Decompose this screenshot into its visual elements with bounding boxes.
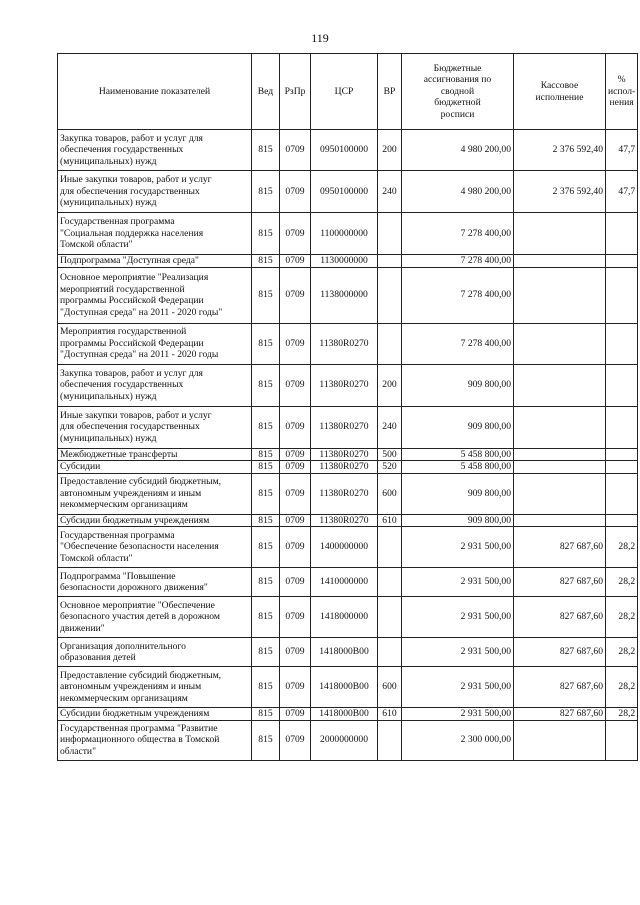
row-ved: 815: [252, 323, 280, 364]
row-name: Подпрограмма "Доступная среда": [58, 255, 252, 268]
row-ved: 815: [252, 130, 280, 171]
row-vr: [378, 267, 402, 323]
row-pct: 47,7: [606, 130, 638, 171]
row-name: Закупка товаров, работ и услуг для обеспечения государственных (муниципальных) нужд: [58, 130, 252, 171]
table-row: [58, 597, 638, 638]
row-vr: 240: [378, 406, 402, 448]
row-budget: 2 931 500,00: [402, 527, 514, 568]
row-csr: 1418000B00: [311, 667, 378, 708]
header-name: Наименование показателей: [58, 54, 252, 130]
row-csr: 1418000B00: [311, 708, 378, 721]
row-name: Предоставление субсидий бюджетным, автономным учреждениям и иным некоммерческим организациям: [58, 473, 252, 514]
row-cash: 827 687,60: [514, 568, 606, 597]
row-csr: 11380R0270: [311, 364, 378, 406]
row-name: Государственная программа "Обеспечение безопасности населения Томской области": [58, 527, 252, 568]
row-cash: [514, 406, 606, 448]
table-row: [58, 473, 638, 514]
row-pct: 28,2: [606, 667, 638, 708]
row-ved: 815: [252, 255, 280, 268]
row-pct: [606, 514, 638, 527]
row-rzpr: 0709: [280, 527, 311, 568]
row-vr: 600: [378, 667, 402, 708]
row-budget: 2 931 500,00: [402, 568, 514, 597]
table-row: [58, 708, 638, 721]
row-rzpr: 0709: [280, 638, 311, 667]
row-name: Закупка товаров, работ и услуг для обеспечения государственных (муниципальных) нужд: [58, 364, 252, 406]
row-cash: [514, 448, 606, 461]
row-ved: 815: [252, 638, 280, 667]
row-csr: 1410000000: [311, 568, 378, 597]
row-vr: [378, 255, 402, 268]
row-ved: 815: [252, 171, 280, 213]
row-rzpr: 0709: [280, 720, 311, 760]
row-cash: [514, 267, 606, 323]
row-ved: 815: [252, 568, 280, 597]
row-rzpr: 0709: [280, 364, 311, 406]
row-pct: [606, 461, 638, 474]
row-budget: 909 800,00: [402, 473, 514, 514]
row-ved: 815: [252, 527, 280, 568]
row-cash: 2 376 592,40: [514, 130, 606, 171]
row-csr: 11380R0270: [311, 514, 378, 527]
row-pct: 28,2: [606, 638, 638, 667]
row-cash: 827 687,60: [514, 708, 606, 721]
row-vr: 500: [378, 448, 402, 461]
row-cash: 827 687,60: [514, 527, 606, 568]
row-name: Мероприятия государственной программы Российской Федерации "Доступная среда" на 2011 - 2020 годы: [58, 323, 252, 364]
row-ved: 815: [252, 708, 280, 721]
row-name: Субсидии бюджетным учреждениям: [58, 514, 252, 527]
row-cash: [514, 213, 606, 255]
row-vr: [378, 720, 402, 760]
row-pct: 28,2: [606, 527, 638, 568]
row-pct: [606, 473, 638, 514]
row-rzpr: 0709: [280, 255, 311, 268]
row-csr: 2000000000: [311, 720, 378, 760]
table-row: [58, 568, 638, 597]
row-vr: 520: [378, 461, 402, 474]
row-cash: [514, 514, 606, 527]
row-budget: 2 300 000,00: [402, 720, 514, 760]
header-csr: ЦСР: [311, 54, 378, 130]
row-name: Иные закупки товаров, работ и услуг для обеспечения государственных (муниципальных) нужд: [58, 171, 252, 213]
table-row: [58, 406, 638, 448]
row-csr: 1130000000: [311, 255, 378, 268]
row-csr: 0950100000: [311, 130, 378, 171]
row-csr: 0950100000: [311, 171, 378, 213]
row-cash: [514, 364, 606, 406]
row-vr: 200: [378, 364, 402, 406]
row-csr: 1100000000: [311, 213, 378, 255]
row-rzpr: 0709: [280, 130, 311, 171]
row-budget: 7 278 400,00: [402, 267, 514, 323]
table-row: [58, 171, 638, 213]
row-pct: [606, 720, 638, 760]
header-vr: ВР: [378, 54, 402, 130]
row-cash: [514, 461, 606, 474]
row-budget: 909 800,00: [402, 514, 514, 527]
row-pct: [606, 323, 638, 364]
row-cash: [514, 323, 606, 364]
row-pct: [606, 364, 638, 406]
row-vr: 240: [378, 171, 402, 213]
row-budget: 7 278 400,00: [402, 213, 514, 255]
row-name: Предоставление субсидий бюджетным, автономным учреждениям и иным некоммерческим организациям: [58, 667, 252, 708]
page-number: 119: [311, 31, 329, 45]
row-name: Межбюджетные трансферты: [58, 448, 252, 461]
row-ved: 815: [252, 448, 280, 461]
row-ved: 815: [252, 213, 280, 255]
row-cash: 2 376 592,40: [514, 171, 606, 213]
row-ved: 815: [252, 461, 280, 474]
row-pct: [606, 406, 638, 448]
row-csr: 11380R0270: [311, 323, 378, 364]
row-vr: [378, 568, 402, 597]
row-budget: 2 931 500,00: [402, 708, 514, 721]
row-budget: 7 278 400,00: [402, 255, 514, 268]
row-cash: 827 687,60: [514, 638, 606, 667]
row-budget: 4 980 200,00: [402, 130, 514, 171]
row-ved: 815: [252, 514, 280, 527]
row-budget: 5 458 800,00: [402, 461, 514, 474]
row-name: Государственная программа "Развитие информационного общества в Томской области": [58, 720, 252, 760]
row-csr: 11380R0270: [311, 473, 378, 514]
row-pct: [606, 255, 638, 268]
row-name: Подпрограмма "Повышение безопасности дорожного движения": [58, 568, 252, 597]
row-ved: 815: [252, 667, 280, 708]
row-vr: [378, 597, 402, 638]
row-rzpr: 0709: [280, 568, 311, 597]
row-rzpr: 0709: [280, 461, 311, 474]
table-row: [58, 364, 638, 406]
row-name: Иные закупки товаров, работ и услуг для обеспечения государственных (муниципальных) нужд: [58, 406, 252, 448]
header-rzpr: РзПр: [280, 54, 311, 130]
table-row: [58, 638, 638, 667]
row-name: Организация дополнительного образования детей: [58, 638, 252, 667]
row-rzpr: 0709: [280, 406, 311, 448]
table-header-row: [58, 54, 638, 130]
row-cash: 827 687,60: [514, 667, 606, 708]
row-rzpr: 0709: [280, 667, 311, 708]
row-rzpr: 0709: [280, 213, 311, 255]
row-name: Основное мероприятие "Обеспечение безопасного участия детей в дорожном движении": [58, 597, 252, 638]
row-budget: 5 458 800,00: [402, 448, 514, 461]
row-vr: [378, 213, 402, 255]
row-budget: 2 931 500,00: [402, 638, 514, 667]
row-pct: 47,7: [606, 171, 638, 213]
row-ved: 815: [252, 473, 280, 514]
row-pct: [606, 448, 638, 461]
row-rzpr: 0709: [280, 171, 311, 213]
table-row: [58, 255, 638, 268]
header-ved: Вед: [252, 54, 280, 130]
table-row: [58, 527, 638, 568]
row-pct: [606, 213, 638, 255]
table-row: [58, 323, 638, 364]
row-ved: 815: [252, 406, 280, 448]
table-row: [58, 461, 638, 474]
row-cash: [514, 720, 606, 760]
row-ved: 815: [252, 267, 280, 323]
row-ved: 815: [252, 597, 280, 638]
row-name: Субсидии: [58, 461, 252, 474]
row-name: Основное мероприятие "Реализация мероприятий государственной программы Российской Федерации "Доступная среда" на 2011 - 2020 годы": [58, 267, 252, 323]
row-csr: 1138000000: [311, 267, 378, 323]
table-row: [58, 667, 638, 708]
table-row: [58, 514, 638, 527]
row-rzpr: 0709: [280, 597, 311, 638]
row-pct: 28,2: [606, 597, 638, 638]
row-ved: 815: [252, 364, 280, 406]
row-name: Государственная программа "Социальная поддержка населения Томской области": [58, 213, 252, 255]
row-cash: 827 687,60: [514, 597, 606, 638]
row-name: Субсидии бюджетным учреждениям: [58, 708, 252, 721]
row-csr: 11380R0270: [311, 448, 378, 461]
row-budget: 2 931 500,00: [402, 667, 514, 708]
row-rzpr: 0709: [280, 323, 311, 364]
row-rzpr: 0709: [280, 267, 311, 323]
table-row: [58, 448, 638, 461]
row-csr: 11380R0270: [311, 461, 378, 474]
row-budget: 909 800,00: [402, 364, 514, 406]
row-vr: 610: [378, 708, 402, 721]
row-csr: 1418000000: [311, 597, 378, 638]
row-budget: 909 800,00: [402, 406, 514, 448]
row-vr: [378, 323, 402, 364]
row-vr: 200: [378, 130, 402, 171]
row-rzpr: 0709: [280, 473, 311, 514]
row-rzpr: 0709: [280, 448, 311, 461]
row-vr: 610: [378, 514, 402, 527]
row-budget: 4 980 200,00: [402, 171, 514, 213]
row-pct: [606, 267, 638, 323]
row-csr: 11380R0270: [311, 406, 378, 448]
header-pct: % испол- нения: [606, 54, 638, 130]
row-rzpr: 0709: [280, 514, 311, 527]
table-row: [58, 130, 638, 171]
budget-execution-table: [57, 53, 638, 761]
row-ved: 815: [252, 720, 280, 760]
row-vr: 600: [378, 473, 402, 514]
row-pct: 28,2: [606, 568, 638, 597]
row-budget: 7 278 400,00: [402, 323, 514, 364]
row-csr: 1400000000: [311, 527, 378, 568]
row-csr: 1418000B00: [311, 638, 378, 667]
table-row: [58, 267, 638, 323]
row-cash: [514, 255, 606, 268]
table-row: [58, 720, 638, 760]
row-rzpr: 0709: [280, 708, 311, 721]
row-cash: [514, 473, 606, 514]
header-budget: Бюджетные ассигнования по сводной бюджетной росписи: [402, 54, 514, 130]
row-vr: [378, 527, 402, 568]
table-row: [58, 213, 638, 255]
row-vr: [378, 638, 402, 667]
row-budget: 2 931 500,00: [402, 597, 514, 638]
header-cash: Кассовое исполнение: [514, 54, 606, 130]
row-pct: 28,2: [606, 708, 638, 721]
